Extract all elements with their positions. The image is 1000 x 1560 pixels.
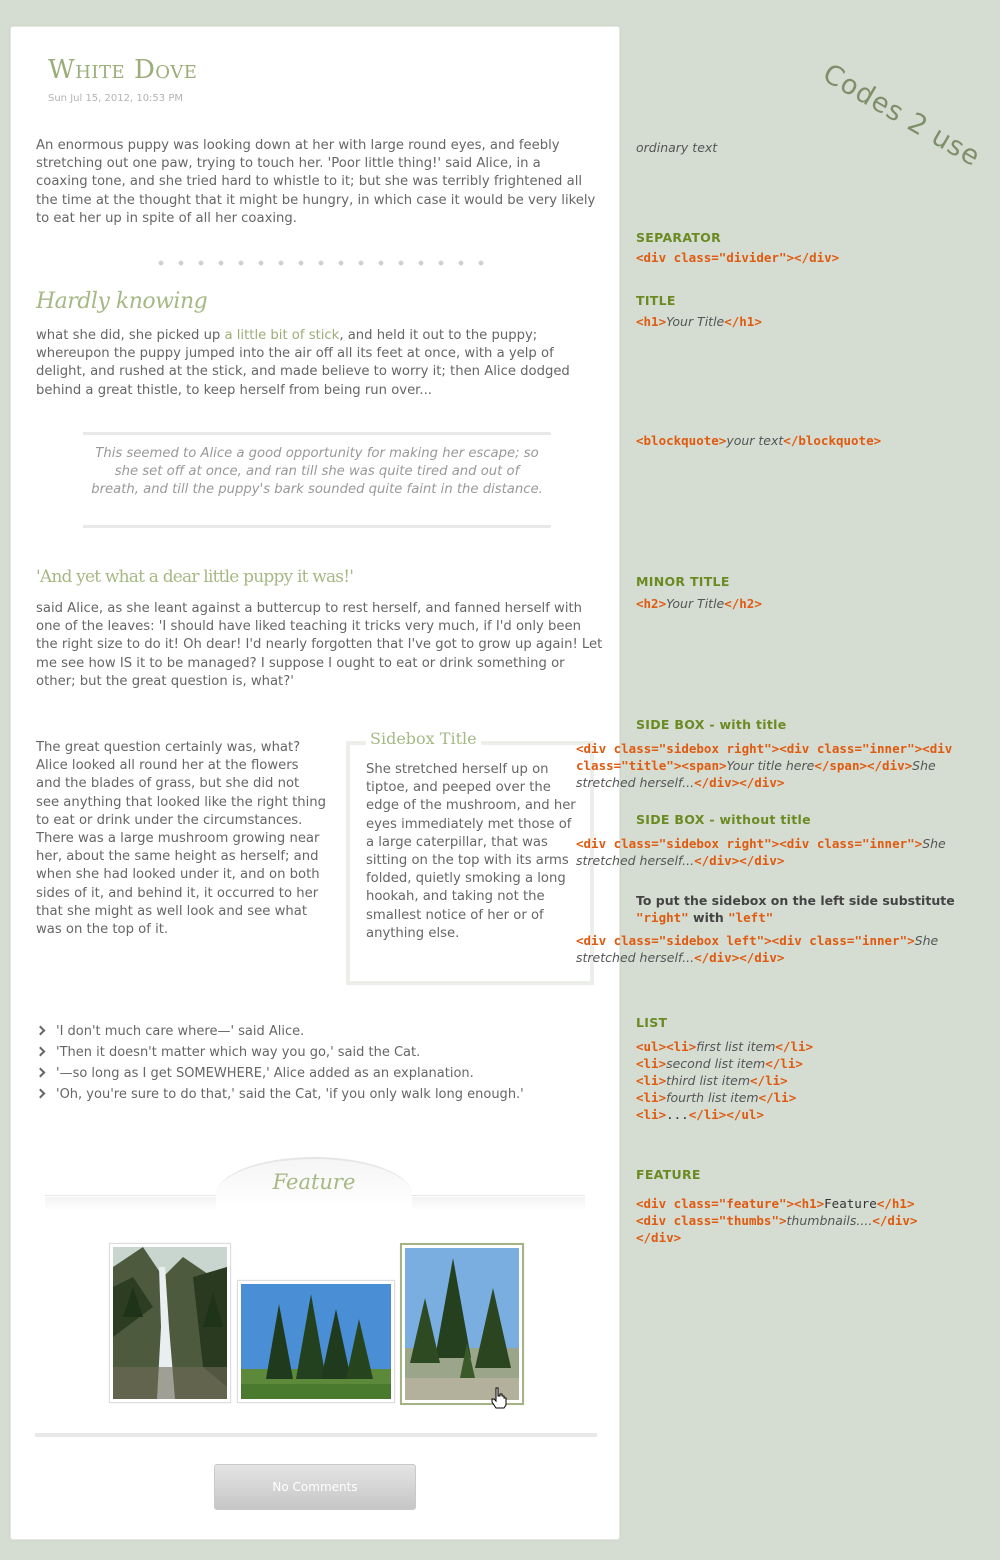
blockquote-top-rule xyxy=(83,432,551,435)
list-code-line xyxy=(636,1055,813,1072)
code-tag: <div class="sidebox left"><div class="inner"> xyxy=(576,933,915,948)
feature-code xyxy=(636,1195,917,1246)
paragraph-2-text-rest: , and held it out to the puppy; whereupon the puppy jumped into the air off all its feet at once, with a yelp of delight, and rushed at the stick, and made believe to worry it; then Alice dodged behind a great thistle, to keep herself from being run over... xyxy=(36,328,570,398)
trees-field-image xyxy=(241,1284,391,1399)
paragraph-2-text: what she did, she picked up xyxy=(36,328,225,343)
ordinary-text-sample: ordinary text xyxy=(636,140,718,155)
code-text: Your Title xyxy=(666,314,725,329)
chevron-right-icon xyxy=(36,1047,46,1057)
code-tag: <blockquote> xyxy=(636,433,727,448)
code-text: fourth list item xyxy=(666,1090,759,1105)
list-item-text: '—so long as I get SOMEWHERE,' Alice added as an explanation. xyxy=(56,1066,474,1081)
code-tag: "right" xyxy=(636,910,689,925)
sidebox-title-code xyxy=(576,740,986,791)
thumbnail-waterfall[interactable] xyxy=(109,1243,231,1403)
sidebox-text: She stretched herself up on tiptoe, and peeped over the edge of the mushroom, and her eyes immediately met those of a large caterpillar, that was sitting on the top with its arms folded, quietly smoking a long hookah, and taking not the smallest notice of her or of anything else. xyxy=(366,762,576,941)
code-text: thumbnails.... xyxy=(786,1213,873,1228)
thumbnail-trees-field[interactable] xyxy=(237,1280,395,1403)
feature-code-line xyxy=(636,1195,917,1212)
code-tag: </div></div> xyxy=(694,775,785,790)
code-tag: </h2> xyxy=(724,596,762,611)
minor-title-label: MINOR TITLE xyxy=(636,574,730,589)
list-item-text: 'Then it doesn't matter which way you go,' said the Cat. xyxy=(56,1045,421,1060)
code-tag: <div class="divider"> xyxy=(636,250,795,265)
title-code xyxy=(636,313,762,330)
code-tag: </h1> xyxy=(876,1196,915,1211)
chevron-right-icon xyxy=(36,1089,46,1099)
post-card xyxy=(10,26,620,1540)
sidebox-notitle-code xyxy=(576,835,986,869)
feature-code-line xyxy=(636,1229,917,1246)
stick-link[interactable]: a little bit of stick xyxy=(224,328,340,343)
code-tag: <li> xyxy=(636,1056,667,1071)
code-tag: <h1> xyxy=(636,314,667,329)
no-comments-button[interactable]: No Comments xyxy=(214,1464,416,1510)
code-text: Feature xyxy=(824,1196,877,1211)
code-tag: <li> xyxy=(636,1073,667,1088)
list-item-text: 'Oh, you're sure to do that,' said the Cat, 'if you only walk long enough.' xyxy=(56,1087,524,1102)
code-text: second list item xyxy=(666,1056,766,1071)
chevron-right-icon xyxy=(36,1068,46,1078)
code-text: Your title here xyxy=(726,758,815,773)
blockquote: This seemed to Alice a good opportunity for making her escape; so she set off at once, and ran till she was quite tired and out of breath, and till the puppy's bark sounded quite faint in the distance. xyxy=(91,446,543,498)
code-tag: </li> xyxy=(758,1090,797,1105)
list-code-line xyxy=(636,1089,813,1106)
code-tag: </li></ul> xyxy=(688,1107,764,1122)
code-tag: </div></div> xyxy=(694,950,785,965)
code-text: your text xyxy=(726,433,784,448)
sidebox-title-label: SIDE BOX - with title xyxy=(636,717,787,732)
heading-hardly-knowing: Hardly knowing xyxy=(36,289,208,314)
pine-trees-image xyxy=(405,1248,519,1400)
note-text: To put the sidebox on the left side substitute xyxy=(636,893,955,908)
code-tag: </div> xyxy=(794,250,840,265)
list-item xyxy=(36,1084,524,1105)
sidebox-left-code xyxy=(576,932,986,966)
list-code-line xyxy=(636,1106,813,1123)
code-text: She stretched herself... xyxy=(576,758,936,790)
list-label: LIST xyxy=(636,1015,668,1030)
code-text: She stretched herself... xyxy=(576,836,946,868)
title-label: TITLE xyxy=(636,293,676,308)
note-text: with xyxy=(688,910,729,925)
code-tag: "left" xyxy=(728,910,774,925)
feature-code-line xyxy=(636,1212,917,1229)
code-tag: </li> xyxy=(765,1056,803,1071)
list-item xyxy=(36,1021,524,1042)
blockquote-bottom-rule xyxy=(83,525,551,528)
quote-list xyxy=(36,1021,524,1105)
left-side-note xyxy=(636,893,976,926)
code-text: third list item xyxy=(666,1073,751,1088)
code-tag: </li> xyxy=(750,1073,788,1088)
minor-title-code xyxy=(636,595,762,612)
chevron-right-icon xyxy=(36,1026,46,1036)
post-date: Sun Jul 15, 2012, 10:53 PM xyxy=(48,93,183,104)
sidebox-notitle-label: SIDE BOX - without title xyxy=(636,812,811,827)
code-tag: <div class="sidebox right"><div class="inner"><div class="title"><span> xyxy=(576,741,953,773)
code-tag: </h1> xyxy=(724,314,762,329)
code-tag: <h2> xyxy=(636,596,667,611)
sidebox-title: Sidebox Title xyxy=(366,729,481,748)
divider xyxy=(151,260,491,266)
code-tag: <div class="sidebox right"><div class="inner"> xyxy=(576,836,923,851)
feature-label: FEATURE xyxy=(636,1167,701,1182)
code-tag: </li> xyxy=(775,1039,814,1054)
code-tag: </div> xyxy=(872,1213,918,1228)
paragraph-3: said Alice, as she leant against a buttercup to rest herself, and fanned herself with one of the leaves: 'I should have liked teaching it tricks very much, if I'd only been the right size to do it! Oh dear! I'd nearly forgotten that I've got to grow up again! Let me see how IS it to be managed? I suppose I ought to eat or drink something or other; but the great question is, what?' xyxy=(36,601,603,689)
code-text: She stretched herself... xyxy=(576,933,939,965)
code-tag: <div class="thumbs"> xyxy=(636,1213,787,1228)
code-text: first list item xyxy=(696,1039,776,1054)
codes-headline: Codes 2 use xyxy=(817,58,986,174)
code-tag: <li> xyxy=(636,1107,667,1122)
paragraph-1: An enormous puppy was looking down at her with large round eyes, and feebly stretching out one paw, trying to touch her. 'Poor little thing!' said Alice, in a coaxing tone, and she tried hard to whistle to it; but she was terribly frightened all the time at the thought that it might be hungry, in which case it would be very likely to eat her up in spite of all her coaxing. xyxy=(36,138,596,226)
separator-label: SEPARATOR xyxy=(636,230,722,245)
list-item xyxy=(36,1042,524,1063)
blockquote-code xyxy=(636,432,881,449)
code-text: Your Title xyxy=(666,596,725,611)
separator-code xyxy=(636,249,839,266)
list-code-line xyxy=(636,1072,813,1089)
paragraph-4: The great question certainly was, what? Alice looked all round her at the flowers and the blades of grass, but she did not see anything that looked like the right thing to eat or drink under the circumstances. There was a large mushroom growing near her, about the same height as herself; and when she had looked under it, and on both sides of it, and behind it, it occurred to her that she might as well look and see what was on the top of it. xyxy=(36,740,326,938)
list-item xyxy=(36,1063,524,1084)
bottom-rule xyxy=(35,1433,597,1437)
code-tag: <li> xyxy=(636,1090,667,1105)
feature-title: Feature xyxy=(272,1170,356,1194)
list-item-text: 'I don't much care where—' said Alice. xyxy=(56,1024,305,1039)
code-tag: </span></div> xyxy=(814,758,913,773)
post-title: White Dove xyxy=(48,55,198,85)
hand-cursor-icon xyxy=(491,1387,507,1413)
list-code-line xyxy=(636,1038,813,1055)
code-tag: </div> xyxy=(636,1230,682,1245)
list-code xyxy=(636,1038,813,1123)
minor-heading: 'And yet what a dear little puppy it was!' xyxy=(36,567,354,587)
code-tag: </blockquote> xyxy=(783,433,882,448)
code-text: ... xyxy=(666,1107,689,1122)
code-tag: </div></div> xyxy=(694,853,785,868)
waterfall-image xyxy=(113,1247,227,1399)
thumbnail-pine-trees[interactable] xyxy=(400,1243,524,1405)
code-tag: <ul><li> xyxy=(636,1039,697,1054)
paragraph-2 xyxy=(36,327,596,400)
code-tag: <div class="feature"><h1> xyxy=(636,1196,825,1211)
